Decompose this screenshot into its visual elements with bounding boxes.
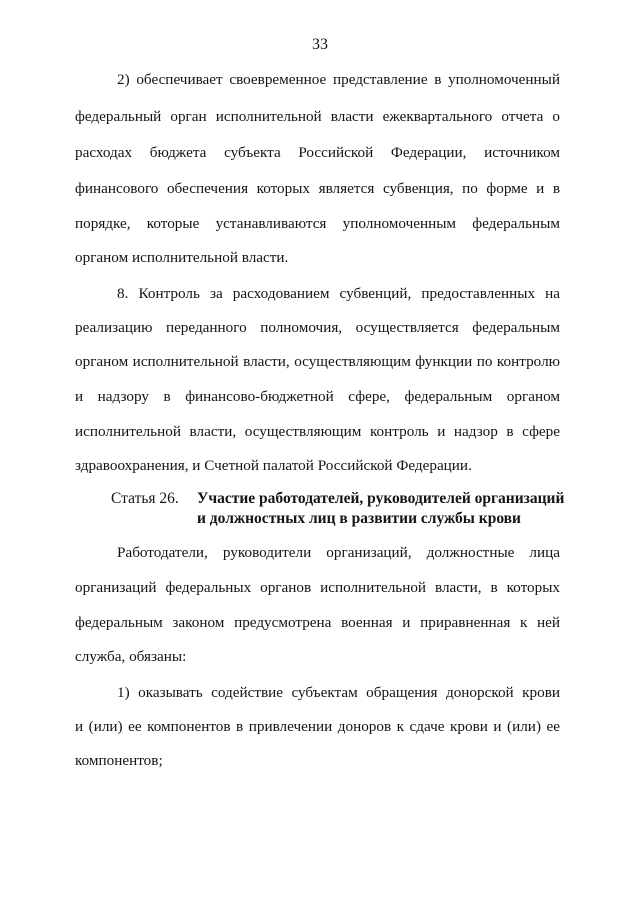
text-line: 1) оказывать содействие субъектам обращения донорской крови [117, 684, 560, 701]
text-line: здравоохранения, и Счетной палатой Российской Федерации. [75, 457, 472, 474]
article-title-line: Участие работодателей, руководителей организаций [197, 490, 565, 507]
text-line: федеральный орган исполнительной власти ежеквартального отчета о [75, 108, 560, 125]
text-line: реализацию переданного полномочия, осуществляется федеральным [75, 319, 560, 336]
text-line: 8. Контроль за расходованием субвенций, предоставленных на [117, 285, 560, 302]
text-line: 2) обеспечивает своевременное представление в уполномоченный [117, 71, 560, 88]
text-line: организаций федеральных органов исполнительной власти, в которых [75, 579, 560, 596]
text-line: Работодатели, руководители организаций, должностные лица [117, 544, 560, 561]
article-title-line: и должностных лиц в развитии службы крови [197, 510, 521, 527]
text-line: и (или) ее компонентов в привлечении доноров к сдаче крови и (или) ее [75, 718, 560, 735]
text-line: и надзору в финансово-бюджетной сфере, федеральным органом [75, 388, 560, 405]
text-line: финансового обеспечения которых является субвенция, по форме и в [75, 180, 560, 197]
text-line: исполнительной власти, осуществляющим контроль и надзор в сфере [75, 423, 560, 440]
article-number: Статья 26. [111, 490, 179, 507]
text-line: расходах бюджета субъекта Российской Федерации, источником [75, 144, 560, 161]
text-line: служба, обязаны: [75, 648, 187, 665]
text-line: федеральным законом предусмотрена военная и приравненная к ней [75, 614, 560, 631]
text-line: органом исполнительной власти, осуществляющим функции по контролю [75, 353, 560, 370]
text-line: компонентов; [75, 752, 163, 769]
text-line: порядке, которые устанавливаются уполномоченным федеральным [75, 215, 560, 232]
page-number: 33 [312, 36, 328, 53]
text-line: органом исполнительной власти. [75, 249, 289, 266]
